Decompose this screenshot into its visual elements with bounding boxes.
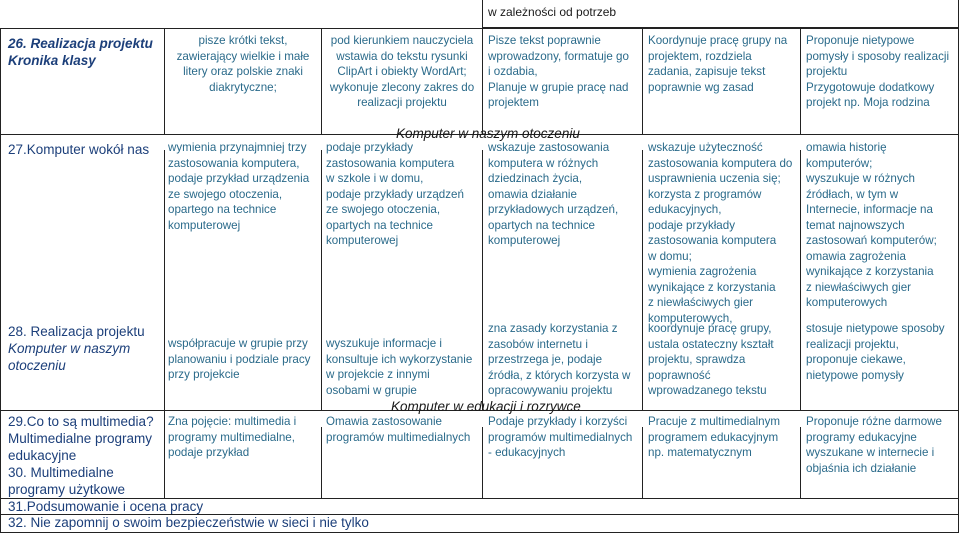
row-31-title: 31.Podsumowanie i ocena pracy <box>8 499 204 514</box>
row-26-title: 26. Realizacja projektu Kronika klasy <box>8 36 153 68</box>
grid-line <box>800 427 801 499</box>
grid-line <box>321 28 322 135</box>
row-29-col1: Zna pojęcie: multimedia i programy multimedialne, podaje przykład <box>168 415 297 459</box>
grid-line <box>0 28 1 533</box>
row-28-col2: wyszukuje informacje i konsultuje ich wykorzystanie w projekcie z innymi osobami w grupie <box>326 337 473 397</box>
row-29-col2: Omawia zastosowanie programów multimedialnych <box>326 415 471 444</box>
row-28-col5: stosuje nietypowe sposoby realizacji projektu, proponuje ciekawe, nietypowe pomysły <box>806 322 945 382</box>
row-32-title: 32. Nie zapomnij o swoim bezpieczeństwie w sieci i nie tylko <box>8 515 369 530</box>
grid-line <box>0 28 959 29</box>
grid-line <box>800 150 801 411</box>
row-28-col1: współpracuje w grupie przy planowaniu i podziale pracy przy projekcie <box>168 337 311 381</box>
grid-line <box>642 28 643 135</box>
row-28-title-name: Komputer w naszym otoczeniu <box>8 341 131 373</box>
grid-line <box>482 28 483 135</box>
grid-line <box>0 532 959 533</box>
grid-line <box>482 0 483 28</box>
row-29-col5: Proponuje różne darmowe programy edukacyjne wyszukane w internecie i objaśnia ich działanie <box>806 415 942 475</box>
row-29-30-title: 29.Co to są multimedia? Multimedialne programy edukacyjne 30. Multimedialne programy użytkowe <box>8 414 154 497</box>
row-29-col3: Podaje przykłady i korzyści programów multimedialnych - edukacyjnych <box>488 415 633 459</box>
row-28-col4: koordynuje pracę grupy, ustala ostateczny kształt projektu, sprawdza poprawność wprowadzanego tekstu <box>648 322 774 397</box>
grid-line <box>321 427 322 499</box>
row-27-col1: wymienia przynajmniej trzy zastosowania komputera, podaje przykład urządzenia ze swojego otoczenia, opartego na technice komputerowej <box>168 141 310 232</box>
grid-line <box>800 28 801 135</box>
row-27-col3: wskazuje zastosowania komputera w różnych dziedzinach życia, omawia działanie przykładowych urządzeń, opartych na technice komputerowej <box>488 141 619 247</box>
grid-line <box>164 28 165 135</box>
grid-line <box>482 150 483 411</box>
row-28-title-number: 28. Realizacja projektu <box>8 324 145 339</box>
row-28-col3: zna zasady korzystania z zasobów internetu i przestrzega je, podaje źródła, z których korzysta w opracowywaniu projektu <box>488 322 631 397</box>
row-26-col5: Proponuje nietypowe pomysły i sposoby realizacji projektu Przygotowuje dodatkowy projekt np. Moja rodzina <box>806 34 950 109</box>
header-note: w zależności od potrzeb <box>488 5 617 19</box>
row-27-col2: podaje przykłady zastosowania komputera w szkole i w domu, podaje przykłady urządzeń ze swojego otoczenia, opartych na technice komputerowej <box>326 141 464 247</box>
row-26-col1: pisze krótki tekst, zawierający wielkie i małe litery oraz polskie znaki diakrytyczne; <box>176 34 310 94</box>
grid-line <box>642 150 643 411</box>
row-27-col4: wskazuje użyteczność zastosowania komputera do usprawnienia uczenia się; korzysta z programów edukacyjnych, podaje przykłady zastosowania komputera w domu; wymienia zagrożenia wynikające z korzystania z niewłaściwych gier komputerowych, <box>648 141 793 325</box>
row-27-col5: omawia historię komputerów; wyszukuje w różnych źródłach, w tym w Internecie, informacje na temat najnowszych zastosowań komputerów; omawia zagrożenia wynikające z korzystania z niewłaściwych gier komputerowych <box>806 141 937 309</box>
row-27-title: 27.Komputer wokół nas <box>8 142 150 157</box>
row-26-col2: pod kierunkiem nauczyciela wstawia do tekstu rysunki ClipArt i obiekty WordArt; wykonuje zlecony zakres do realizacji projektu <box>329 34 475 109</box>
section-title-edukacja: Komputer w edukacji i rozrywce <box>391 399 581 414</box>
grid-line <box>482 427 483 499</box>
section-title-otoczenie: Komputer w naszym otoczeniu <box>396 126 580 141</box>
grid-line <box>321 150 322 411</box>
row-26-col3: Pisze tekst poprawnie wprowadzony, formatuje go i ozdabia, Planuje w grupie pracę nad projektem <box>488 34 629 109</box>
row-29-col4: Pracuje z multimedialnym programem edukacyjnym np. matematycznym <box>648 415 781 459</box>
grid-line <box>642 427 643 499</box>
grid-line <box>164 150 165 499</box>
row-26-col4: Koordynuje pracę grupy na projektem, rozdziela zadania, zapisuje tekst poprawnie wg zasad <box>648 34 788 94</box>
